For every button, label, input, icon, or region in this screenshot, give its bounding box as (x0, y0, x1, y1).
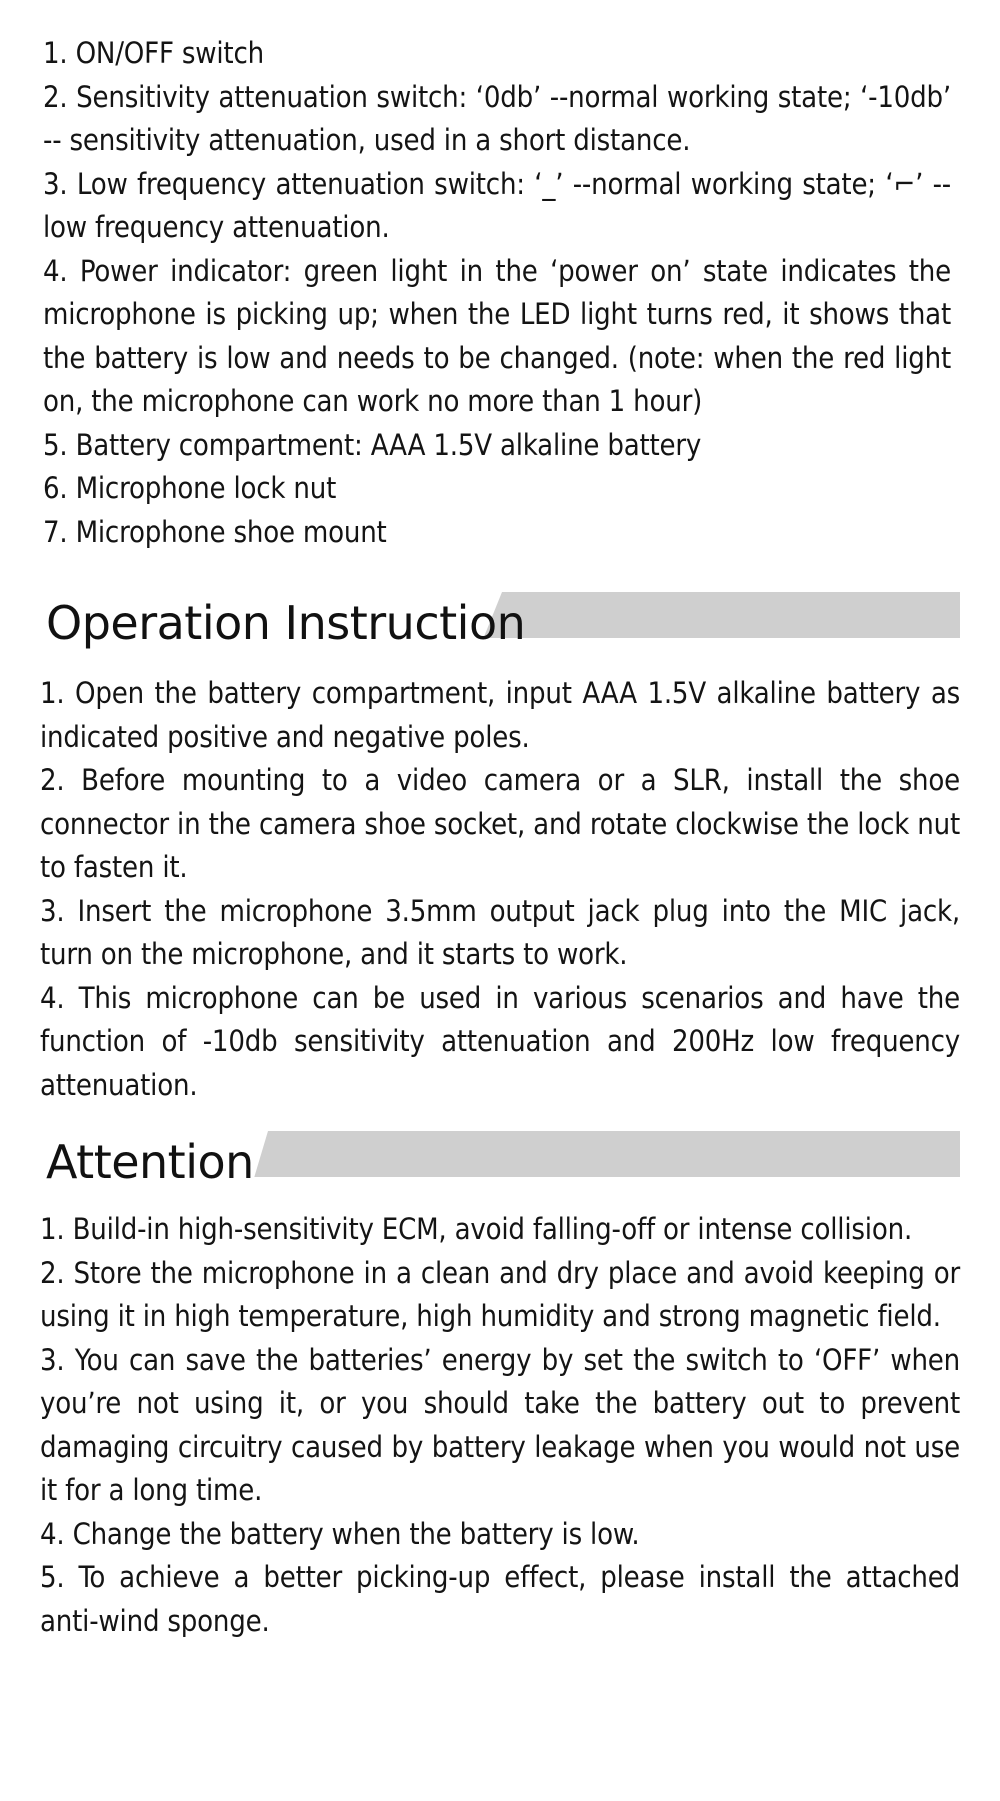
component-item-battery-compartment: 5. Battery compartment: AAA 1.5V alkaline battery (43, 427, 702, 462)
operation-item: 4. This microphone can be used in various scenarios and have the function of -10db sensitivity attenuation and 200Hz low frequency attenuation. (40, 980, 960, 1102)
component-item-shoe-mount: 7. Microphone shoe mount (43, 514, 387, 549)
operation-section-header (40, 592, 960, 650)
operation-instruction-list (40, 672, 960, 1107)
component-item-on-off-switch: 1. ON/OFF switch (43, 36, 264, 70)
attention-list (40, 1208, 960, 1643)
attention-item: 1. Build-in high-sensitivity ECM, avoid falling-off or intense collision. (40, 1212, 913, 1246)
component-item-low-frequency-switch: 3. Low frequency attenuation switch: ‘_’ --normal working state; ‘⌐’ --low frequency attenuation. (43, 166, 951, 244)
component-list (43, 32, 951, 554)
operation-item: 2. Before mounting to a video camera or a SLR, install the shoe connector in the camera shoe socket, and rotate clockwise the lock nut to fasten it. (40, 763, 960, 884)
component-item-lock-nut: 6. Microphone lock nut (43, 471, 337, 505)
attention-item: 5. To achieve a better picking-up effect, please install the attached anti-wind sponge. (40, 1560, 960, 1638)
attention-item: 2. Store the microphone in a clean and dry place and avoid keeping or using it in high temperature, high humidity and strong magnetic field. (40, 1255, 960, 1333)
component-item-sensitivity-switch: 2. Sensitivity attenuation switch: ‘0db’ --normal working state; ‘-10db’ -- sensitivity attenuation, used in a short distance. (43, 79, 951, 157)
attention-item: 3. You can save the batteries’ energy by set the switch to ‘OFF’ when you’re not using it, or you should take the battery out to prevent damaging circuitry caused by battery leakage when you would not use it for a long time. (40, 1342, 960, 1507)
attention-section-title: Attention (46, 1135, 254, 1189)
operation-item: 1. Open the battery compartment, input AAA 1.5V alkaline battery as indicated positive and negative poles. (40, 676, 960, 754)
attention-section-header (40, 1131, 960, 1189)
operation-item: 3. Insert the microphone 3.5mm output jack plug into the MIC jack, turn on the microphone, and it starts to work. (40, 893, 960, 971)
component-item-power-indicator: 4. Power indicator: green light in the ‘power on’ state indicates the microphone is picking up; when the LED light turns red, it shows that the battery is low and needs to be changed. (note: when the red light on, the microphone can work no more than 1 hour) (43, 253, 951, 418)
operation-section-title: Operation Instruction (46, 596, 526, 650)
attention-item: 4. Change the battery when the battery is low. (40, 1516, 640, 1551)
